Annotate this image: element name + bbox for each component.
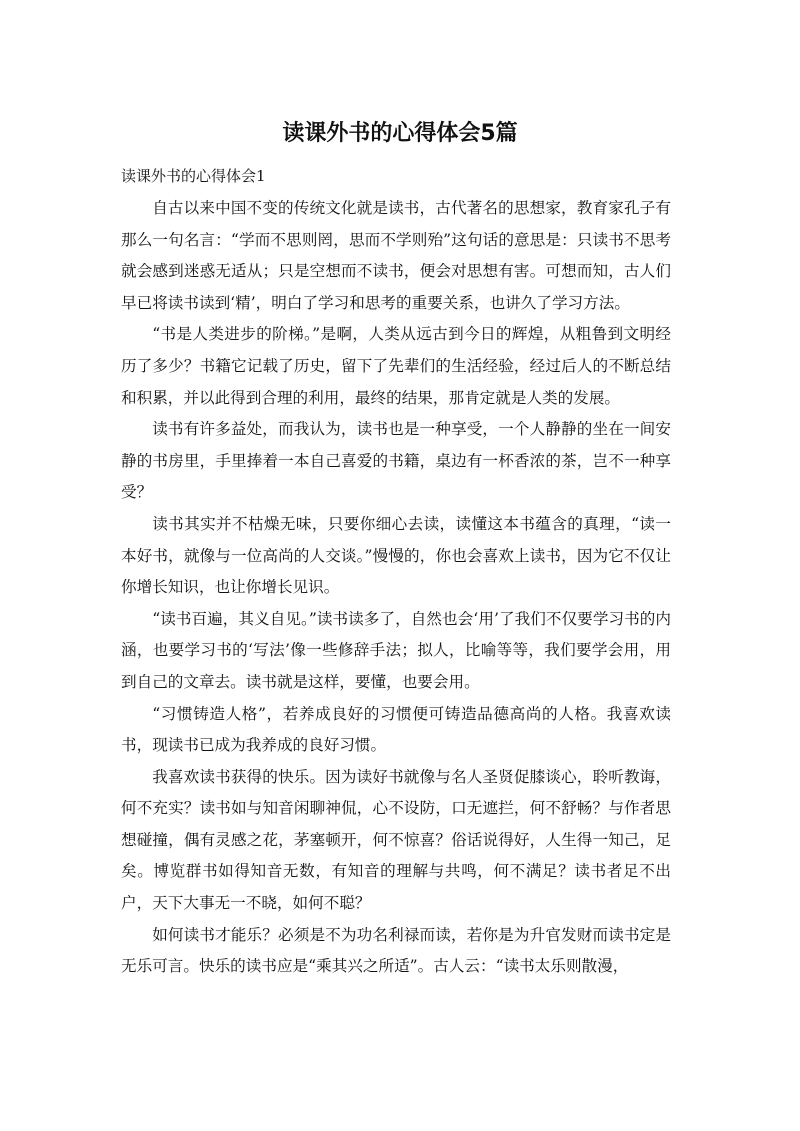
paragraph: 读书其实并不枯燥无味，只要你细心去读，读懂这本书蕴含的真理，“读一本好书，就像与一位高尚的人交谈。”慢慢的，你也会喜欢上读书，因为它不仅让你增长知识，也让你增长见识。 xyxy=(121,514,671,597)
document-title: 读课外书的心得体会5篇 xyxy=(282,121,518,146)
paragraph: “读书百遍，其义自见。”读书读多了，自然也会‘用’了我们不仅要学习书的内涵，也要学习书的‘写法’像一些修辞手法；拟人，比喻等等，我们要学会用，用到自己的文章去。读书就是这样，要懂，也要会用。 xyxy=(121,609,671,691)
section-heading: 读课外书的心得体会1 xyxy=(121,167,266,185)
paragraph: 我喜欢读书获得的快乐。因为读好书就像与名人圣贤促膝谈心，聆听教诲，何不充实？读书如与知音闲聊神侃，心不设防，口无遮拦，何不舒畅？与作者思想碰撞，偶有灵感之花，茅塞顿开，何不惊喜？俗话说得好，人生得一知己，足矣。博览群书如得知音无数，有知音的理解与共鸣，何不满足？读书者足不出户，天下大事无一不晓，如何不聪？ xyxy=(121,767,671,913)
document-body xyxy=(121,193,671,983)
paragraph: “书是人类进步的阶梯。”是啊，人类从远古到今日的辉煌，从粗鲁到文明经历了多少？书籍它记载了历史，留下了先辈们的生活经验，经过后人的不断总结和积累，并以此得到合理的利用，最终的结果，那肯定就是人类的发展。 xyxy=(121,325,671,407)
paragraph: 自古以来中国不变的传统文化就是读书，古代著名的思想家，教育家孔子有那么一句名言：“学而不思则罔，思而不学则殆”这句话的意思是：只读书不思考就会感到迷惑无适从；只是空想而不读书，便会对思想有害。可想而知，古人们早已将读书读到‘精’，明白了学习和思考的重要关系，也讲久了学习方法。 xyxy=(121,199,671,312)
paragraph: 读书有许多益处，而我认为，读书也是一种享受，一个人静静的坐在一间安静的书房里，手里捧着一本自己喜爱的书籍，桌边有一杯香浓的茶，岂不一种享受？ xyxy=(121,420,671,502)
paragraph: 如何读书才能乐？必须是不为功名利禄而读，若你是为升官发财而读书定是无乐可言。快乐的读书应是“乘其兴之所适”。古人云：“读书太乐则散漫， xyxy=(121,925,671,976)
paragraph: “习惯铸造人格”，若养成良好的习惯便可铸造品德高尚的人格。我喜欢读书，现读书已成为我养成的良好习惯。 xyxy=(121,704,671,755)
